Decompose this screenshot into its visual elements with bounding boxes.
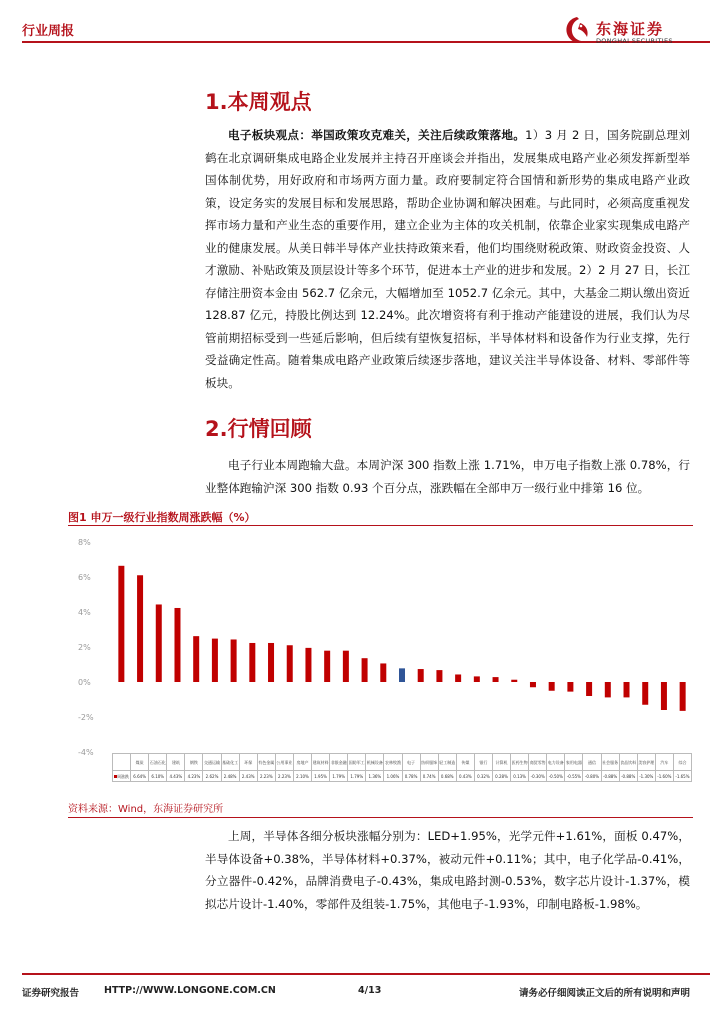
page-number: 4/13 [358,985,382,996]
footer-report-label: 证券研究报告 [22,988,80,999]
category-cell: 有色金属 [257,754,275,771]
category-cell: 商贸零售 [529,754,547,771]
category-cell: 社会服务 [601,754,619,771]
category-cell: 美容护理 [637,754,655,771]
value-cell: 2.43% [239,771,257,782]
y-tick-label: 8% [78,538,91,547]
footer-divider [22,973,710,975]
category-cell: 钢铁 [185,754,203,771]
series-legend-label: 周涨跌 [117,773,130,779]
series-legend-cell [113,771,131,782]
bar-传媒 [455,674,461,682]
value-cell: 2.23% [275,771,293,782]
category-cell: 传媒 [456,754,474,771]
category-cell: 汽车 [655,754,673,771]
category-cell: 纺织服饰 [420,754,438,771]
value-cell: -0.30% [529,771,547,782]
y-tick-label: 4% [78,608,91,617]
source-divider [68,817,693,818]
value-cell: 0.13% [511,771,529,782]
category-cell: 通信 [583,754,601,771]
category-cell: 农林牧渔 [384,754,402,771]
value-cell: 0.32% [474,771,492,782]
category-cell: 家用电器 [565,754,583,771]
value-cell: -1.30% [637,771,655,782]
bar-轻工制造 [436,670,442,682]
bar-石油石化 [137,575,143,682]
bar-医药生物 [511,680,517,682]
bar-机械设备 [362,658,368,682]
category-cell: 基础化工 [221,754,239,771]
bar-汽车 [661,682,667,710]
table-corner-cell [113,754,131,771]
category-cell: 电力设备 [547,754,565,771]
value-cell: 0.68% [438,771,456,782]
section-title: 1.本周观点 [205,90,312,114]
category-cell: 环保 [239,754,257,771]
report-type-tag: 行业周报 [22,24,75,39]
value-cell: -0.55% [565,771,583,782]
bar-社会服务 [605,682,611,697]
value-cell: 2.62% [203,771,221,782]
y-tick-label: 0% [78,678,91,687]
bar-美容护理 [642,682,648,705]
lead-sentence: 电子板块观点：举国政策攻克难关，关注后续政策落地。 [228,128,526,142]
value-cell: 2.10% [293,771,311,782]
value-cell: 2.48% [221,771,239,782]
bar-通信 [586,682,592,696]
body-text: 1）3 月 2 日，国务院副总理刘鹤在北京调研集成电路企业发展并主持召开座谈会并指出，发展集成电路产业必须发挥新型举国体制优势，用好政府和市场两方面力量。政府要制定符合国情和新形势的集成电路产业政策，设定务实的发展目标和发展思路，帮助企业协调和解决困难。与此同时，必须高度重视发挥市场力量和产业生态的重要作用，建立企业为主体的攻关机制，依靠企业家实现集成电路产业的健康发展。从美日韩半导体产业扶持政策来看，他们均围绕财税政策、财政资金投资、人才激励、补贴政策及顶层设计等多个环节，促进本土产业的进步和发展。2）2 月 27 日，长江存储注册资本金由 562.7 亿余元，大幅增加至 1052.7 亿余元。其中，大基金二期认缴出资近 128.87 亿元，持股比例达到 12.24%。此次增资将有利于推动产能建设的进展，我们认为尽管前期招标受到一些延后影响，但后续有望恢复招标，半导体材料和设备作为行业支撑，先行受益确定性高。随着集成电路产业政策后续逐步落地，建议关注半导体设备、材料、零部件等板块。 [205,128,690,390]
category-cell: 食品饮料 [619,754,637,771]
figure-title: 图1 申万一级行业指数周涨跌幅（%） [68,511,256,524]
bar-建筑材料 [305,648,311,682]
bar-建筑 [156,604,162,682]
logo-wordmark: 东海证券 [596,20,665,38]
bar-非银金融 [324,651,330,682]
category-cell: 非银金融 [330,754,348,771]
data-table [112,753,692,782]
category-cell: 国防军工 [348,754,366,771]
category-cell: 综合 [673,754,691,771]
logo-subtitle: DONGHAI SECURITIES [596,37,673,45]
value-row [113,771,692,782]
category-cell: 计算机 [492,754,510,771]
value-cell: 2.23% [257,771,275,782]
bar-家用电器 [567,682,573,692]
bar-电子 [399,668,405,682]
bar-银行 [474,676,480,682]
value-cell: -1.65% [673,771,691,782]
value-cell: 0.78% [402,771,420,782]
value-cell: -1.60% [655,771,673,782]
value-cell: 0.74% [420,771,438,782]
category-cell: 医药生物 [511,754,529,771]
value-cell: -0.88% [619,771,637,782]
category-cell: 煤炭 [131,754,149,771]
bar-有色金属 [249,643,255,682]
category-cell: 交通运输 [203,754,221,771]
value-cell: -0.80% [583,771,601,782]
category-cell: 房地产 [293,754,311,771]
bar-基础化工 [212,639,218,682]
bar-公用事业 [268,643,274,682]
value-cell: 6.10% [149,771,167,782]
bar-房地产 [287,645,293,682]
category-cell: 轻工制造 [438,754,456,771]
value-cell: 0.28% [492,771,510,782]
value-cell: 1.36% [366,771,384,782]
value-cell: 1.79% [348,771,366,782]
bar-钢铁 [174,608,180,682]
y-tick-label: -4% [78,748,94,755]
y-tick-label: 6% [78,573,91,582]
y-tick-label: 2% [78,643,91,652]
section-paragraph [205,124,690,394]
value-cell: 1.06% [384,771,402,782]
bar-chart [68,530,693,755]
figure-divider [68,525,693,526]
bar-综合 [680,682,686,711]
value-cell: 4.23% [185,771,203,782]
section-title: 2.行情回顾 [205,417,312,441]
section-paragraph: 上周，半导体各细分板块涨幅分别为：LED+1.95%，光学元件+1.61%，面板 0.47%，半导体设备+0.38%，半导体材料+0.37%，被动元件+0.11%；其中，电子化学品-0.41%，分立器件-0.42%，品牌消费电子-0.43%，集成电路封测-0.53%，数字芯片设计-1.37%，模拟芯片设计-1.40%，零部件及组装-1.75%，其他电子-1.93%，印制电路板-1.98%。 [205,829,690,911]
bar-食品饮料 [624,682,630,697]
bar-纺织服饰 [418,669,424,682]
footer-disclaimer: 请务必仔细阅读正文后的所有说明和声明 [519,988,691,999]
bar-商贸零售 [530,682,536,687]
bar-环保 [231,639,237,682]
category-row [113,754,692,771]
donghai-logo-icon [560,14,594,48]
category-cell: 石油石化 [149,754,167,771]
category-cell: 电子 [402,754,420,771]
category-cell: 机械设备 [366,754,384,771]
value-cell: 1.95% [312,771,330,782]
bar-煤炭 [118,566,124,682]
bar-计算机 [493,677,499,682]
value-cell: 6.64% [131,771,149,782]
bar-电力设备 [549,682,555,691]
bar-农林牧渔 [380,663,386,682]
value-cell: 1.79% [330,771,348,782]
section-paragraph: 电子行业本周跑输大盘。本周沪深 300 指数上涨 1.71%，申万电子指数上涨 0.78%，行业整体跑输沪深 300 指数 0.93 个百分点，涨跌幅在全部申万一级行业中排第 16 位。 [205,458,690,495]
category-cell: 建筑 [167,754,185,771]
figure-source: 资料来源：Wind，东海证券研究所 [68,804,224,815]
y-tick-label: -2% [78,713,94,722]
category-cell: 建筑材料 [312,754,330,771]
footer-url[interactable]: HTTP://WWW.LONGONE.COM.CN [104,985,276,996]
category-cell: 公用事业 [275,754,293,771]
category-cell: 银行 [474,754,492,771]
bar-交通运输 [193,636,199,682]
value-cell: 0.43% [456,771,474,782]
value-cell: -0.50% [547,771,565,782]
value-cell: -0.88% [601,771,619,782]
value-cell: 4.43% [167,771,185,782]
bar-国防军工 [343,651,349,682]
